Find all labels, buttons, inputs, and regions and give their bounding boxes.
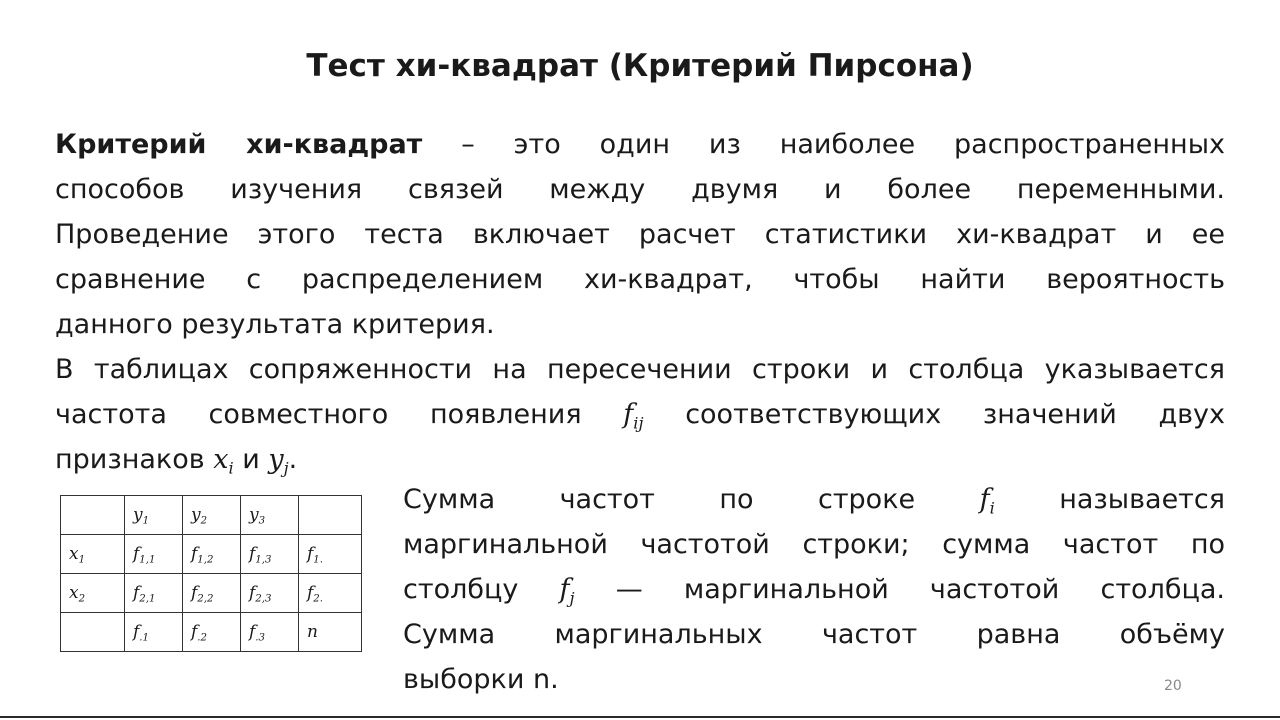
cell-subscript: .2: [197, 632, 208, 644]
contingency-table-body: [61, 496, 362, 652]
f-subscript: i: [989, 498, 995, 518]
x-i-symbol: [213, 444, 234, 478]
cell-subscript: .3: [255, 632, 266, 644]
cell-subscript: 2: [78, 593, 86, 605]
contingency-text: признаков: [55, 444, 214, 475]
cell-symbol: f: [249, 583, 256, 603]
cell-symbol: x: [69, 544, 79, 564]
table-cell: [125, 535, 183, 574]
f-j-symbol: [559, 574, 575, 608]
cell-subscript: 2,2: [197, 593, 214, 605]
cell-subscript: 2: [200, 515, 208, 527]
table-cell: [61, 574, 125, 613]
f-symbol: f: [623, 399, 634, 430]
table-cell: [61, 613, 125, 652]
cell-symbol: n: [307, 622, 318, 642]
table-row: [61, 535, 362, 574]
marginal-text: — маргинальной частотой столбца.: [574, 574, 1225, 605]
f-subscript: ij: [633, 413, 644, 433]
table-cell: [241, 496, 299, 535]
table-cell: [125, 574, 183, 613]
contingency-table: [60, 495, 362, 652]
contingency-text: соответствующих значений двух: [643, 399, 1225, 430]
cell-subscript: .1: [139, 632, 150, 644]
cell-subscript: 1,2: [197, 554, 214, 566]
marginal-text: столбцу: [403, 574, 560, 605]
contingency-line: [55, 437, 1225, 482]
intro-paragraph: [55, 122, 1225, 482]
marginal-line: маргинальной частотой строки; сумма частот по: [403, 529, 1225, 560]
cell-symbol: y: [133, 505, 143, 525]
cell-symbol: f: [191, 544, 198, 564]
marginal-line: [403, 477, 1225, 522]
cell-symbol: f: [249, 544, 256, 564]
table-cell: [183, 535, 241, 574]
intro-text: – это один из наиболее распространенных: [422, 129, 1225, 160]
x-subscript: i: [228, 458, 234, 478]
table-cell: [241, 535, 299, 574]
bottom-divider: [0, 716, 1280, 718]
cell-symbol: f: [307, 583, 314, 603]
contingency-line: В таблицах сопряженности на пересечении строки и столбца указывается: [55, 354, 1225, 385]
f-i-symbol: [979, 484, 995, 518]
intro-line: данного результата критерия.: [55, 309, 495, 340]
f-symbol: f: [979, 484, 990, 515]
marginal-line: Сумма маргинальных частот равна объёму: [403, 619, 1225, 650]
cell-subscript: 2,1: [139, 593, 156, 605]
table-cell: [61, 535, 125, 574]
term-bold: Критерий хи-квадрат: [55, 129, 423, 160]
cell-symbol: x: [69, 583, 79, 603]
cell-symbol: f: [133, 622, 140, 642]
table-cell: [61, 496, 125, 535]
table-cell: [241, 613, 299, 652]
cell-subscript: 2,3: [255, 593, 272, 605]
table-cell: [125, 613, 183, 652]
f-ij-symbol: [623, 399, 644, 433]
cell-subscript: 2.: [313, 593, 324, 605]
cell-symbol: y: [249, 505, 259, 525]
contingency-text: частота совместного появления: [55, 399, 624, 430]
cell-subscript: 1,3: [255, 554, 272, 566]
f-symbol: f: [559, 574, 570, 605]
table-row: [61, 496, 362, 535]
cell-subscript: 1,1: [139, 554, 156, 566]
y-j-symbol: [268, 444, 289, 478]
contingency-text: .: [288, 444, 298, 475]
page-number: 20: [1164, 678, 1182, 694]
cell-symbol: f: [249, 622, 256, 642]
intro-line: сравнение с распределением хи-квадрат, чтобы найти вероятность: [55, 264, 1225, 295]
cell-subscript: 1: [142, 515, 150, 527]
cell-symbol: y: [191, 505, 201, 525]
x-symbol: x: [213, 444, 229, 475]
cell-symbol: f: [191, 622, 198, 642]
intro-line: способов изучения связей между двумя и более переменными.: [55, 174, 1225, 205]
y-symbol: y: [268, 444, 284, 475]
table-cell: [299, 535, 362, 574]
table-cell: [299, 613, 362, 652]
cell-symbol: f: [133, 544, 140, 564]
table-row: [61, 574, 362, 613]
contingency-text: и: [233, 444, 269, 475]
cell-subscript: 1.: [313, 554, 324, 566]
table-row: [61, 613, 362, 652]
table-cell: [299, 496, 362, 535]
marginal-line: выборки n.: [403, 664, 559, 695]
table-cell: [183, 496, 241, 535]
marginal-text: Сумма частот по строке: [403, 484, 980, 515]
y-subscript: j: [283, 458, 289, 478]
slide-title: Тест хи-квадрат (Критерий Пирсона): [306, 48, 974, 84]
f-subscript: j: [569, 588, 575, 608]
table-cell: [125, 496, 183, 535]
cell-subscript: 3: [258, 515, 266, 527]
intro-line: [55, 122, 1225, 167]
intro-line: Проведение этого теста включает расчет статистики хи-квадрат и ее: [55, 219, 1225, 250]
table-cell: [183, 613, 241, 652]
contingency-line: [55, 392, 1225, 437]
cell-subscript: 1: [78, 554, 86, 566]
marginal-paragraph: [403, 477, 1225, 702]
table-cell: [241, 574, 299, 613]
cell-symbol: f: [133, 583, 140, 603]
table-cell: [299, 574, 362, 613]
cell-symbol: f: [191, 583, 198, 603]
marginal-text: называется: [994, 484, 1225, 515]
marginal-line: [403, 567, 1225, 612]
cell-symbol: f: [307, 544, 314, 564]
table-cell: [183, 574, 241, 613]
